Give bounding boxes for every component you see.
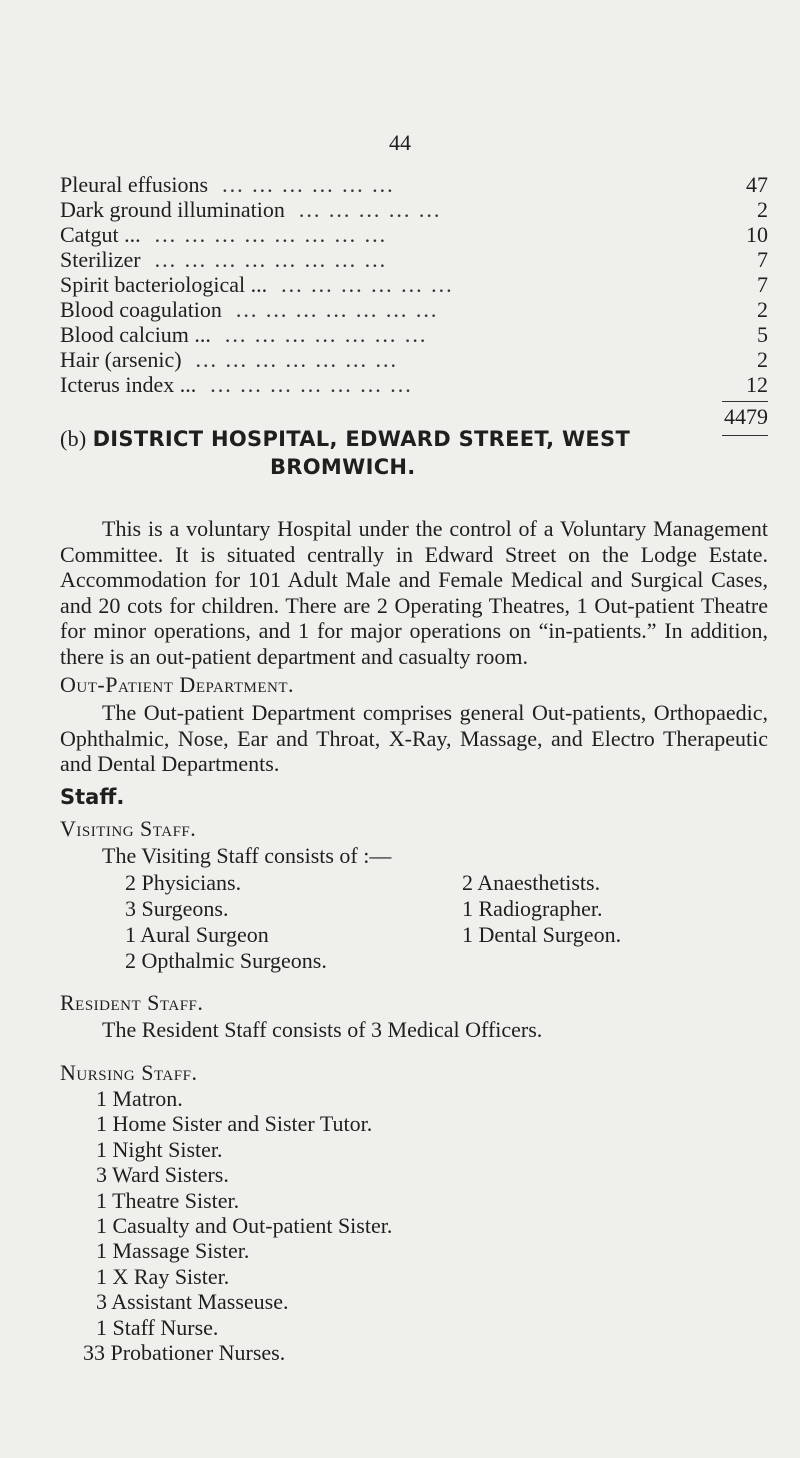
row-label: Pleural effusions	[60, 172, 209, 197]
table-row	[60, 222, 768, 247]
outpatient-paragraph: The Out-patient Department comprises general Out-patients, Orthopaedic, Ophthalmic, Nose, Ear and Throat, X-Ray, Massage, and Electro Therapeutic and Dental Departments.	[60, 700, 768, 776]
results-table	[60, 172, 768, 429]
intro-paragraph: This is a voluntary Hospital under the control of a Voluntary Management Committee. It is situated centrally in Edward Street on the Lodge Estate. Accommodation for 101 Adult Male and Female Medical and Surgical Cases, and 20 cots for children. There are 2 Operating Theatres, 1 Out-patient Theatre for minor operations, and 1 for major operations on “in-patients.” In addition, there is an out-patient department and casualty room.	[60, 516, 768, 669]
nursing-item: 1 Matron.	[96, 1086, 183, 1111]
nursing-item: 1 Night Sister.	[96, 1136, 223, 1162]
row-value: 10	[746, 222, 768, 247]
nursing-item: 1 Home Sister and Sister Tutor.	[96, 1111, 373, 1137]
visiting-left-4: 2 Opthalmic Surgeons.	[125, 948, 327, 973]
section-prefix: (b)	[60, 426, 87, 451]
table-row	[60, 347, 768, 372]
leader-dots: ... ... ... ... ... ... ... ...	[154, 222, 388, 247]
row-label: Blood coagulation	[60, 297, 222, 322]
nursing-item: 1 Casualty and Out-patient Sister.	[96, 1213, 393, 1239]
row-value: 47	[746, 172, 768, 197]
nursing-item: 3 Ward Sisters.	[96, 1162, 229, 1188]
total-rule-top	[722, 401, 768, 402]
row-label: Blood calcium ...	[60, 322, 211, 347]
row-label: Dark ground illumination	[60, 197, 285, 222]
visiting-right-2: 1 Radiographer.	[462, 896, 603, 921]
table-row	[60, 197, 768, 222]
row-value: 12	[746, 372, 768, 397]
visiting-intro: The Visiting Staff consists of :—	[102, 843, 392, 868]
leader-dots: ... ... ... ... ... ... ...	[195, 347, 399, 372]
visiting-left-3: 1 Aural Surgeon	[125, 922, 269, 947]
nursing-item: 1 Theatre Sister.	[96, 1187, 240, 1213]
table-row	[60, 172, 768, 197]
row-label: Catgut ...	[60, 222, 141, 247]
leader-dots: ... ... ... ... ... ...	[281, 272, 454, 297]
leader-dots: ... ... ... ... ...	[298, 197, 442, 222]
visiting-left-1: 2 Physicians.	[125, 870, 242, 895]
row-label: Hair (arsenic)	[60, 347, 182, 372]
nursing-item: 1 X Ray Sister.	[96, 1263, 230, 1289]
table-row	[60, 372, 768, 397]
row-value: 2	[757, 197, 768, 222]
section-heading	[60, 425, 768, 481]
visiting-heading: Visiting Staff.	[60, 816, 197, 841]
table-total: 4479	[724, 404, 768, 429]
leader-dots: ... ... ... ... ... ... ...	[224, 322, 428, 347]
nursing-item: 3 Assistant Masseuse.	[96, 1289, 289, 1315]
leader-dots: ... ... ... ... ... ... ...	[235, 297, 439, 322]
leader-dots: ... ... ... ... ... ...	[222, 172, 395, 197]
nursing-item: 1 Massage Sister.	[96, 1238, 250, 1264]
row-value: 7	[757, 272, 768, 297]
row-value: 2	[757, 297, 768, 322]
outpatient-heading: Out-Patient Department.	[60, 672, 295, 697]
row-value: 7	[757, 247, 768, 272]
staff-heading: Staff.	[60, 785, 125, 809]
visiting-right-3: 1 Dental Surgeon.	[462, 922, 622, 947]
leader-dots: ... ... ... ... ... ... ...	[210, 372, 413, 397]
table-row	[60, 247, 768, 272]
table-row	[60, 272, 768, 297]
visiting-left-2: 3 Surgeons.	[125, 896, 229, 921]
visiting-right-1: 2 Anaesthetists.	[462, 870, 601, 895]
row-label: Icterus index ...	[60, 372, 197, 397]
section-title-line2: BROMWICH.	[270, 455, 416, 479]
section-title-line1: DISTRICT HOSPITAL, EDWARD STREET, WEST	[92, 427, 631, 451]
nursing-item: 1 Staff Nurse.	[96, 1314, 219, 1340]
nursing-item: 33 Probationer Nurses.	[83, 1340, 286, 1366]
leader-dots: ... ... ... ... ... ... ... ...	[154, 247, 388, 272]
table-row	[60, 297, 768, 322]
row-value: 2	[757, 347, 768, 372]
resident-text: The Resident Staff consists of 3 Medical Officers.	[102, 1017, 543, 1042]
row-label: Sterilizer	[60, 247, 141, 272]
resident-heading: Resident Staff.	[60, 990, 204, 1015]
nursing-list	[83, 1086, 393, 1366]
page-number: 44	[389, 130, 411, 155]
nursing-heading: Nursing Staff.	[60, 1060, 198, 1085]
row-value: 5	[757, 322, 768, 347]
row-label: Spirit bacteriological ...	[60, 272, 268, 297]
table-row	[60, 322, 768, 347]
